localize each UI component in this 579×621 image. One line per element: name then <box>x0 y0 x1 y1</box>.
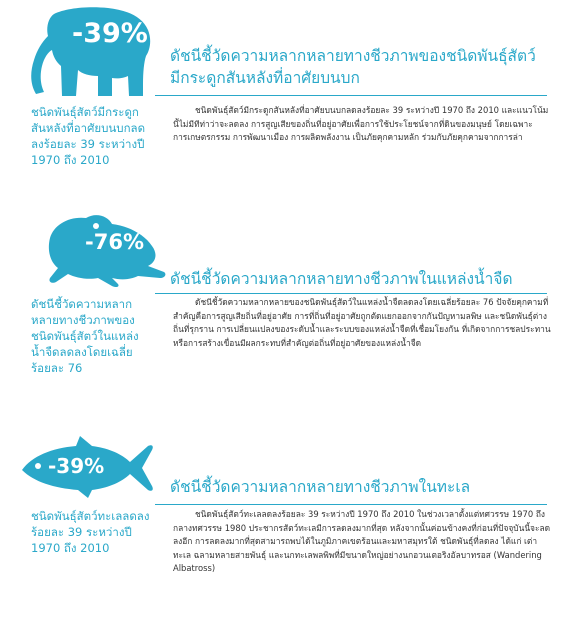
divider <box>155 504 547 505</box>
sidenote: ดัชนีชี้วัดความหลากหลายทางชีวภาพของชนิดพันธุ์สัตว์ในแหล่งน้ำจืดลดลงโดยเฉลี่ยร้อยละ 76 <box>31 297 139 375</box>
body-text: ชนิดพันธุ์สัตว์มีกระดูกสันหลังที่อาศัยบนบกลดลงร้อยละ 39 ระหว่างปี 1970 ถึง 2010 และแนวโน้มนี้ไม่มีทีท่าว่าจะลดลง การสูญเสียของถิ่นที่อยู่อาศัยเพื่อการใช้ประโยชน์จากที่ดินของมนุษย์ โดยเฉพาะการเกษตรกรรม การพัฒนาเมือง การผลิตพลังงาน เป็นภัยคุกคามหลัก ร่วมกับภัยคุกคามจากการล่า <box>173 105 549 143</box>
body-text: ดัชนีชี้วัดความหลากหลายของชนิดพันธุ์สัตว์ในแหล่งน้ำจืดลดลงโดยเฉลี่ยร้อยละ 76 ปัจจัยคุกคามที่สำคัญคือการสูญเสียถิ่นที่อยู่อาศัย การที่ถิ่นที่อยู่อาศัยถูกตัดแยกออกจากกันปัญหามลพิษ และชนิดพันธุ์ต่างถิ่นที่รุกราน การเปลี่ยนแปลงของระดับน้ำและระบบของแหล่งน้ำจืดที่เชื่อมโยงกัน ที่เกิดจากการชลประทาน หรือการสร้างเขื่อนมีผลกระทบที่สำคัญต่อถิ่นที่อยู่อาศัยของแหล่งน้ำจืด <box>173 297 551 348</box>
section-marine <box>0 410 579 621</box>
body-text: ชนิดพันธุ์สัตว์ทะเลลดลงร้อยละ 39 ระหว่างปี 1970 ถึง 2010 ในช่วงเวลาตั้งแต่ทศวรรษ 1970 ถึงกลางทศวรรษ 1980 ประชากรสัตว์ทะเลมีการลดลงมากที่สุด หลังจากนั้นค่อนข้างคงที่ก่อนที่ปัจจุบันนี้จะลดลงอีก การลดลงมากที่สุดสามารถพบได้ในภูมิภาคเขตร้อนและมหาสมุทรใต้ ชนิดพันธุ์ที่ลดลง ได้แก่ เต่าทะเล ฉลามหลายสายพันธุ์ และนกทะเลพลพิพที่มีขนาดใหญ่อย่างนกอวนเตอริงอัลบาทรอส (Wandering Albatross) <box>173 509 551 574</box>
percent-badge: -76% <box>85 230 144 254</box>
section-freshwater <box>0 200 579 410</box>
sidenote: ชนิดพันธุ์สัตว์มีกระดูกสันหลังที่อาศัยบนบกลดลงร้อยละ 39 ระหว่างปี 1970 ถึง 2010 <box>31 105 146 167</box>
sidenote: ชนิดพันธุ์สัตว์ทะเลลดลงร้อยละ 39 ระหว่างปี 1970 ถึง 2010 <box>31 509 150 555</box>
divider <box>155 293 547 294</box>
section-title: ดัชนีชี้วัดความหลากหลายทางชีวภาพในทะเล <box>170 478 471 496</box>
section-title: ดัชนีชี้วัดความหลากหลายทางชีวภาพในแหล่งน้ำจืด <box>170 270 513 288</box>
section-terrestrial <box>0 0 579 200</box>
section-title: ดัชนีชี้วัดความหลากหลายทางชีวภาพของชนิดพันธุ์สัตว์มีกระดูกสันหลังที่อาศัยบนบก <box>170 47 536 87</box>
percent-badge: -39% <box>48 454 105 478</box>
percent-badge: -39% <box>72 18 148 49</box>
divider <box>155 95 547 96</box>
